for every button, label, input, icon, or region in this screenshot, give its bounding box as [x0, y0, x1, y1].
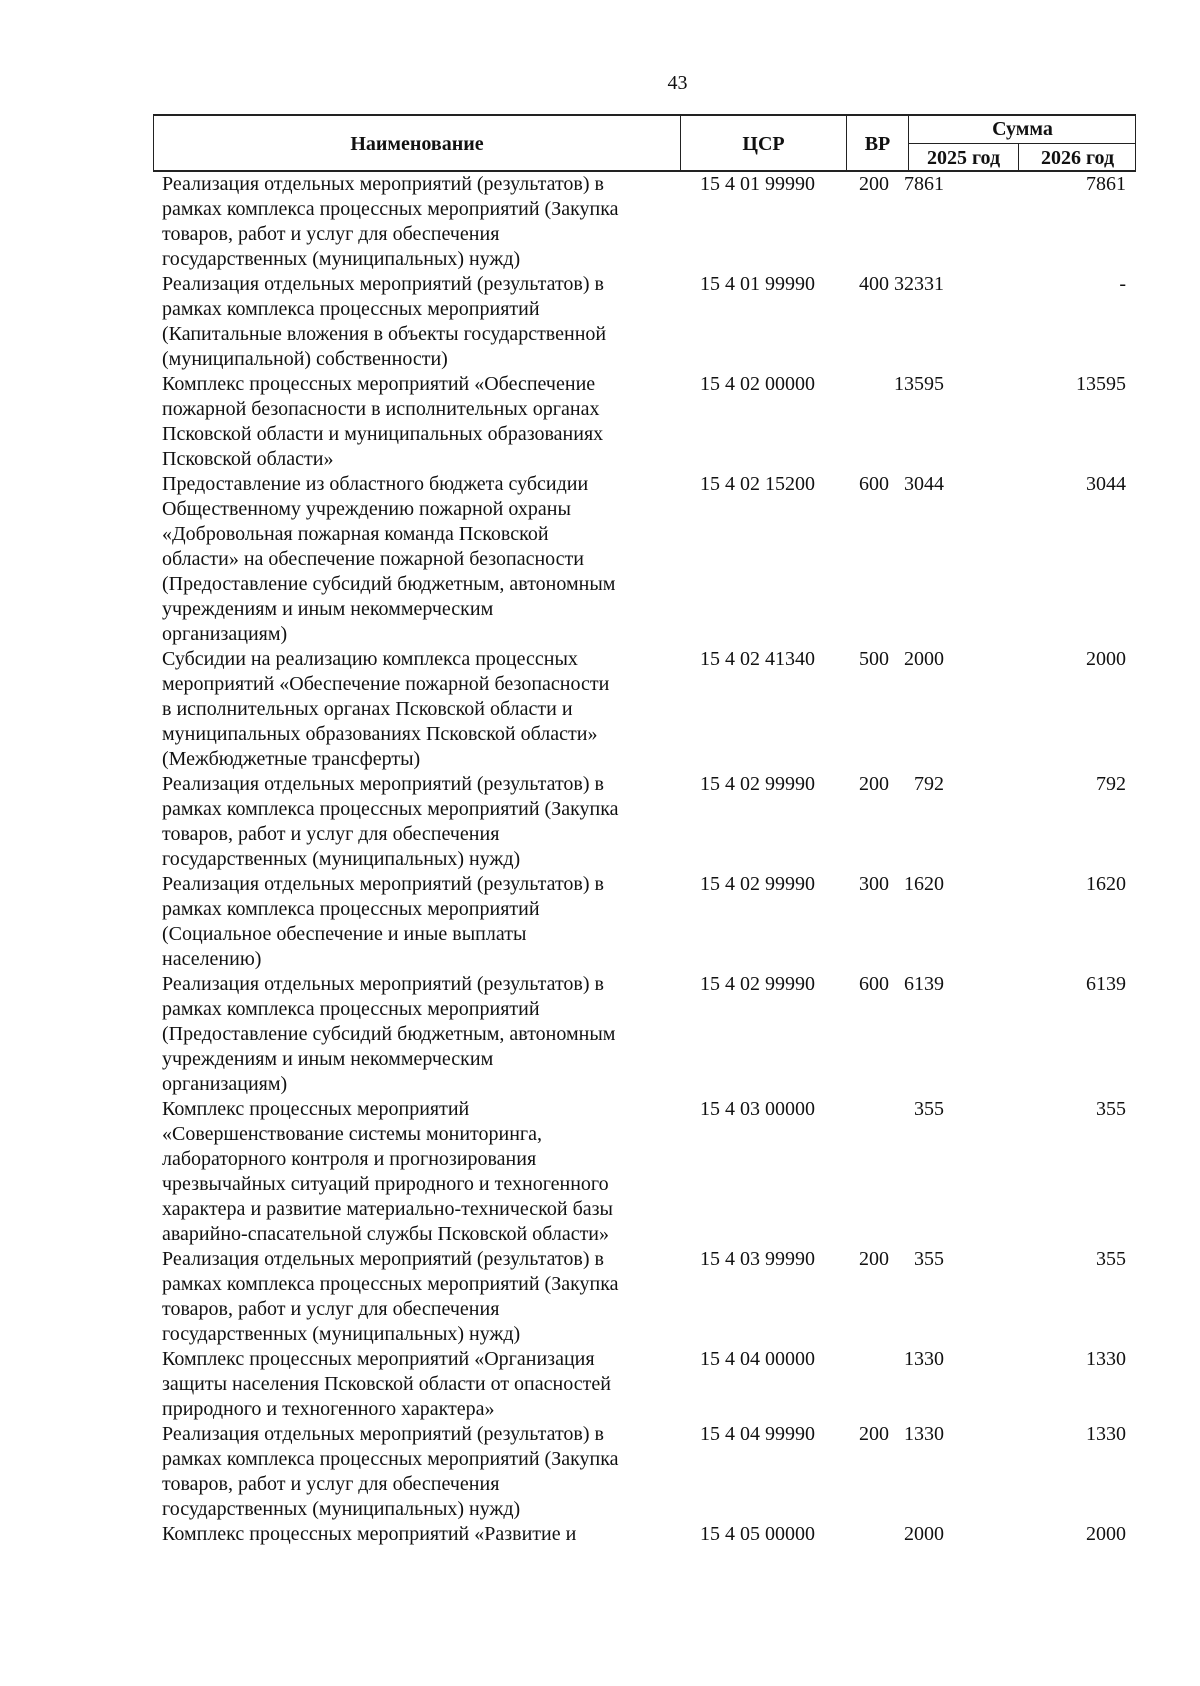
row-sum-2026: 3044	[1086, 473, 1126, 495]
row-name-line: Комплекс процессных мероприятий	[162, 1098, 470, 1120]
header-csr: ЦСР	[681, 116, 847, 172]
row-sum-2025: 1620	[904, 873, 944, 895]
row-name-line: Комплекс процессных мероприятий «Обеспечение	[162, 373, 596, 395]
row-sum-2025: 6139	[904, 973, 944, 995]
table-row	[153, 272, 1136, 372]
table-row	[153, 1422, 1136, 1522]
table-row	[153, 972, 1136, 1097]
budget-table	[153, 114, 1136, 1547]
row-name	[162, 647, 674, 772]
table-row	[153, 172, 1136, 272]
row-name-line: области» на обеспечение пожарной безопасности	[162, 548, 585, 570]
row-name-line: Реализация отдельных мероприятий (результатов) в	[162, 873, 604, 895]
row-name	[162, 272, 674, 372]
row-name-line: в исполнительных органах Псковской области и	[162, 698, 573, 720]
table-row	[153, 1097, 1136, 1247]
row-csr: 15 4 02 99990	[700, 873, 815, 895]
row-sum-2025: 13595	[894, 373, 944, 395]
row-name-line: (Предоставление субсидий бюджетным, автономным	[162, 573, 616, 595]
row-name-line: Псковской области»	[162, 448, 334, 470]
row-vr: 200	[859, 1248, 889, 1270]
row-name-line: (муниципальной) собственности)	[162, 348, 448, 370]
row-name-line: пожарной безопасности в исполнительных органах	[162, 398, 600, 420]
row-sum-2025: 1330	[904, 1423, 944, 1445]
row-name-line: рамках комплекса процессных мероприятий (Закупка	[162, 1273, 619, 1295]
row-vr: 200	[859, 173, 889, 195]
row-vr: 300	[859, 873, 889, 895]
row-name-line: характера и развитие материально-технической базы	[162, 1198, 613, 1220]
row-sum-2026: 1620	[1086, 873, 1126, 895]
row-sum-2026: 355	[1096, 1098, 1126, 1120]
table-row	[153, 772, 1136, 872]
row-vr: 400	[859, 273, 889, 295]
row-sum-2026: -	[1119, 273, 1126, 295]
row-csr: 15 4 02 99990	[700, 773, 815, 795]
row-name	[162, 772, 674, 872]
row-name	[162, 972, 674, 1097]
header-name: Наименование	[154, 116, 681, 172]
row-name-line: муниципальных образованиях Псковской области»	[162, 723, 598, 745]
table-row	[153, 1522, 1136, 1547]
row-name-line: организациям)	[162, 1073, 288, 1095]
row-sum-2026: 6139	[1086, 973, 1126, 995]
row-name-line: Реализация отдельных мероприятий (результатов) в	[162, 973, 604, 995]
row-name-line: Реализация отдельных мероприятий (результатов) в	[162, 173, 604, 195]
row-name	[162, 1422, 674, 1522]
row-name-line: организациям)	[162, 623, 288, 645]
page-number: 43	[667, 72, 688, 94]
row-sum-2025: 32331	[894, 273, 944, 295]
row-name-line: (Капитальные вложения в объекты государственной	[162, 323, 607, 345]
row-name-line: природного и техногенного характера»	[162, 1398, 495, 1420]
table-row	[153, 1347, 1136, 1422]
table-body	[153, 172, 1136, 1547]
row-name-line: рамках комплекса процессных мероприятий	[162, 898, 540, 920]
table-row	[153, 872, 1136, 972]
row-csr: 15 4 02 00000	[700, 373, 815, 395]
row-sum-2026: 7861	[1086, 173, 1126, 195]
row-name-line: чрезвычайных ситуаций природного и техногенного	[162, 1173, 609, 1195]
row-csr: 15 4 01 99990	[700, 173, 815, 195]
row-sum-2026: 2000	[1086, 1523, 1126, 1545]
row-name	[162, 1247, 674, 1347]
table-row	[153, 372, 1136, 472]
row-name-line: Псковской области и муниципальных образованиях	[162, 423, 604, 445]
row-sum-2025: 355	[914, 1098, 944, 1120]
row-name-line: рамках комплекса процессных мероприятий (Закупка	[162, 798, 619, 820]
row-csr: 15 4 02 99990	[700, 973, 815, 995]
row-sum-2026: 792	[1096, 773, 1126, 795]
row-name-line: товаров, работ и услуг для обеспечения	[162, 1298, 500, 1320]
row-name	[162, 1347, 674, 1422]
row-name-line: товаров, работ и услуг для обеспечения	[162, 823, 500, 845]
row-name-line: аварийно-спасательной службы Псковской области»	[162, 1223, 610, 1245]
row-name-line: государственных (муниципальных) нужд)	[162, 848, 521, 870]
row-sum-2026: 1330	[1086, 1348, 1126, 1370]
row-csr: 15 4 05 00000	[700, 1523, 815, 1545]
row-name-line: учреждениям и иным некоммерческим	[162, 598, 494, 620]
table-row	[153, 472, 1136, 647]
row-name-line: государственных (муниципальных) нужд)	[162, 248, 521, 270]
row-name-line: учреждениям и иным некоммерческим	[162, 1048, 494, 1070]
row-sum-2025: 792	[914, 773, 944, 795]
row-name	[162, 872, 674, 972]
header-year-2026: 2026 год	[1040, 146, 1115, 169]
row-name-line: государственных (муниципальных) нужд)	[162, 1323, 521, 1345]
row-vr: 200	[859, 773, 889, 795]
row-name-line: лабораторного контроля и прогнозирования	[162, 1148, 537, 1170]
row-name-line: мероприятий «Обеспечение пожарной безопасности	[162, 673, 610, 695]
header-year-2025: 2025 год	[909, 144, 1019, 172]
row-sum-2025: 2000	[904, 648, 944, 670]
row-name-line: товаров, работ и услуг для обеспечения	[162, 1473, 500, 1495]
row-sum-2026: 1330	[1086, 1423, 1126, 1445]
row-name	[162, 172, 674, 272]
row-sum-2025: 2000	[904, 1523, 944, 1545]
row-name-line: рамках комплекса процессных мероприятий	[162, 998, 540, 1020]
row-sum-2025: 3044	[904, 473, 944, 495]
row-name-line: Комплекс процессных мероприятий «Развитие и	[162, 1523, 577, 1545]
row-name	[162, 372, 674, 472]
row-csr: 15 4 03 00000	[700, 1098, 815, 1120]
row-sum-2026: 355	[1096, 1248, 1126, 1270]
row-name-line: Реализация отдельных мероприятий (результатов) в	[162, 773, 604, 795]
row-sum-2025: 7861	[904, 173, 944, 195]
row-csr: 15 4 03 99990	[700, 1248, 815, 1270]
table-row	[153, 647, 1136, 772]
row-sum-2026: 2000	[1086, 648, 1126, 670]
row-name-line: рамках комплекса процессных мероприятий (Закупка	[162, 1448, 619, 1470]
row-sum-2025: 1330	[904, 1348, 944, 1370]
row-name-line: Реализация отдельных мероприятий (результатов) в	[162, 273, 604, 295]
row-name-line: Комплекс процессных мероприятий «Организация	[162, 1348, 595, 1370]
row-csr: 15 4 02 15200	[700, 473, 815, 495]
row-csr: 15 4 01 99990	[700, 273, 815, 295]
row-name-line: рамках комплекса процессных мероприятий (Закупка	[162, 198, 619, 220]
row-name-line: населению)	[162, 948, 262, 970]
row-name-line: «Совершенствование системы мониторинга,	[162, 1123, 542, 1145]
header-sum: Сумма	[909, 116, 1136, 144]
row-name-line: (Предоставление субсидий бюджетным, автономным	[162, 1023, 616, 1045]
header-vr: ВР	[847, 116, 909, 172]
row-vr: 500	[859, 648, 889, 670]
row-vr: 600	[859, 473, 889, 495]
row-name	[162, 1097, 674, 1247]
row-name-line: Предоставление из областного бюджета субсидии	[162, 473, 589, 495]
row-name-line: государственных (муниципальных) нужд)	[162, 1498, 521, 1520]
row-name-line: товаров, работ и услуг для обеспечения	[162, 223, 500, 245]
row-name-line: Реализация отдельных мероприятий (результатов) в	[162, 1248, 604, 1270]
row-name-line: Субсидии на реализацию комплекса процессных	[162, 648, 578, 670]
row-csr: 15 4 02 41340	[700, 648, 815, 670]
row-name-line: Реализация отдельных мероприятий (результатов) в	[162, 1423, 604, 1445]
row-vr: 200	[859, 1423, 889, 1445]
row-sum-2026: 13595	[1076, 373, 1126, 395]
row-csr: 15 4 04 99990	[700, 1423, 815, 1445]
row-vr: 600	[859, 973, 889, 995]
row-sum-2025: 355	[914, 1248, 944, 1270]
row-csr: 15 4 04 00000	[700, 1348, 815, 1370]
row-name-line: «Добровольная пожарная команда Псковской	[162, 523, 549, 545]
row-name-line: защиты населения Псковской области от опасностей	[162, 1373, 611, 1395]
row-name-line: (Социальное обеспечение и иные выплаты	[162, 923, 527, 945]
row-name-line: Общественному учреждению пожарной охраны	[162, 498, 571, 520]
row-name-line: (Межбюджетные трансферты)	[162, 748, 421, 770]
row-name-line: рамках комплекса процессных мероприятий	[162, 298, 540, 320]
row-name	[162, 472, 674, 647]
table-header	[153, 114, 1136, 172]
row-name	[162, 1522, 674, 1547]
table-row	[153, 1247, 1136, 1347]
